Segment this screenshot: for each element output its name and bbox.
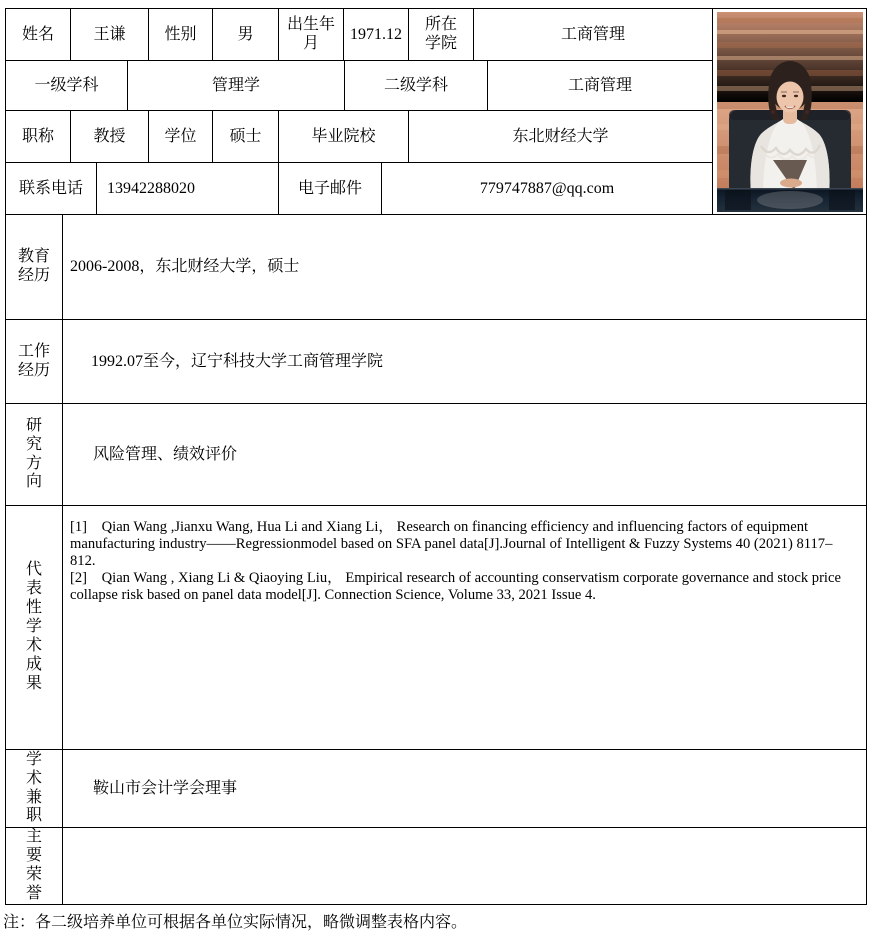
publications-content <box>63 506 867 750</box>
profile-photo <box>717 12 863 212</box>
email-label: 电子邮件 <box>279 163 382 215</box>
research-label: 研究方向 <box>6 404 63 506</box>
title-label: 职称 <box>6 111 71 163</box>
graduate-school-value: 东北财经大学 <box>409 111 713 163</box>
work-label: 工作经历 <box>6 320 63 404</box>
gender-label: 性别 <box>149 9 213 61</box>
footnote: 注：各二级培养单位可根据各单位实际情况，略微调整表格内容。 <box>3 914 468 931</box>
publication-item: [2] Qian Wang , Xiang Li & Qiaoying Liu， Empirical research of accounting conservatism corporate governance and stock price collapse risk based on panel data model[J]. Connection Science, Volume 33, 2021 Issue 4. <box>70 570 841 603</box>
birth-value: 1971.12 <box>344 9 409 61</box>
photo-cell <box>713 9 867 215</box>
education-content: 2006-2008，东北财经大学，硕士 <box>63 215 867 320</box>
earring <box>771 110 775 114</box>
gender-value: 男 <box>213 9 279 61</box>
college-value: 工商管理 <box>474 9 713 61</box>
education-label: 教育经历 <box>6 215 63 320</box>
title-value: 教授 <box>71 111 149 163</box>
college-label: 所在学院 <box>409 9 474 61</box>
publications-label: 代表性学术成果 <box>6 506 63 750</box>
honors-content <box>63 828 867 905</box>
name-value: 王谦 <box>71 9 149 61</box>
birth-label: 出生年月 <box>279 9 344 61</box>
phone-label: 联系电话 <box>6 163 97 215</box>
graduate-school-label: 毕业院校 <box>279 111 409 163</box>
academic-posts-label: 学术兼职 <box>6 750 63 828</box>
academic-posts-content: 鞍山市会计学会理事 <box>63 750 867 828</box>
primary-discipline-value: 管理学 <box>128 61 345 111</box>
secondary-discipline-label: 二级学科 <box>345 61 488 111</box>
name-label: 姓名 <box>6 9 71 61</box>
primary-discipline-label: 一级学科 <box>6 61 128 111</box>
phone-value: 13942288020 <box>97 163 279 215</box>
earring <box>805 110 809 114</box>
degree-value: 硕士 <box>213 111 279 163</box>
info-table <box>5 8 867 905</box>
work-content: 1992.07至今，辽宁科技大学工商管理学院 <box>63 320 867 404</box>
honors-label: 主要荣誉 <box>6 828 63 905</box>
publication-item: [1] Qian Wang ,Jianxu Wang, Hua Li and Xiang Li， Research on financing efficiency and influencing factors of equipment manufacturing industry——Regressionmodel based on SFA panel data[J].Journal of Intelligent & Fuzzy Systems 40 (2021) 8117–812. <box>70 519 833 569</box>
degree-label: 学位 <box>149 111 213 163</box>
secondary-discipline-value: 工商管理 <box>488 61 713 111</box>
email-value: 779747887@qq.com <box>382 163 713 215</box>
research-content: 风险管理、绩效评价 <box>63 404 867 506</box>
